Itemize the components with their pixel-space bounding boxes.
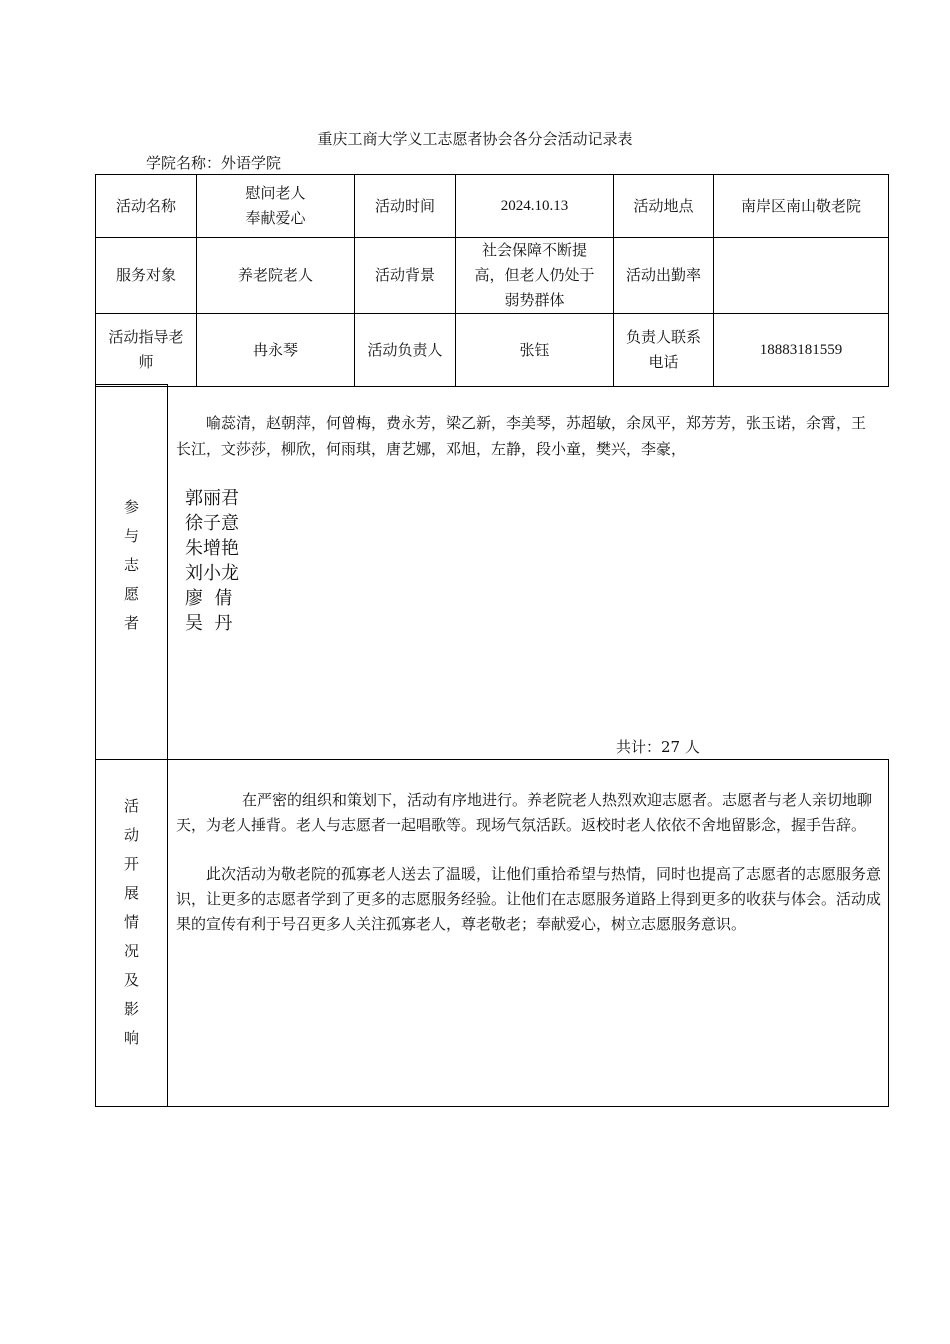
label-char: 活 [123, 797, 139, 815]
participant-name: 刘小龙 [185, 563, 239, 584]
activity-paragraph-1: 在严密的组织和策划下，活动有序地进行。养老院老人热烈欢迎志愿者。志愿者与老人亲切地聊天，为老人捶背。老人与志愿者一起唱歌等。现场气氛活跃。返校时老人依依不舍地留影念，握手告辞。 [176, 791, 873, 834]
participant-name: 廖 倩 [185, 588, 233, 609]
advisor-label: 活动指导老 师 [96, 314, 197, 387]
label-char: 者 [123, 614, 139, 632]
label-char: 动 [123, 826, 139, 844]
participant-name: 吴 丹 [185, 613, 233, 634]
activity-place-label: 活动地点 [614, 175, 714, 238]
attendance-value [714, 238, 889, 314]
contact-phone-value: 18883181559 [714, 314, 889, 387]
participant-total: 共计：27 人 [616, 738, 700, 756]
label-char: 响 [123, 1029, 139, 1047]
college-label: 学院名称： [146, 154, 222, 172]
label-char: 愿 [123, 585, 139, 603]
info-row [96, 175, 889, 238]
activity-name-value: 慰问老人 奉献爱心 [197, 175, 355, 238]
label-char: 与 [123, 527, 139, 545]
leader-value: 张钰 [456, 314, 614, 387]
attendance-label: 活动出勤率 [614, 238, 714, 314]
activity-place-value: 南岸区南山敬老院 [714, 175, 889, 238]
activity-name-label: 活动名称 [96, 175, 197, 238]
extra-participant-list [185, 486, 239, 636]
participant-name: 朱增艳 [185, 538, 239, 559]
label-char: 影 [123, 1000, 139, 1018]
contact-phone-label: 负责人联系 电话 [614, 314, 714, 387]
activity-time-value: 2024.10.13 [456, 175, 614, 238]
participant-name: 郭丽君 [185, 488, 239, 509]
participant-name: 徐子意 [185, 513, 239, 534]
activity-label [95, 795, 168, 1048]
label-char: 展 [123, 884, 139, 902]
label-char: 情 [123, 913, 139, 931]
label-char: 参 [123, 498, 139, 516]
service-target-value: 养老院老人 [197, 238, 355, 314]
info-row [96, 314, 889, 387]
label-char: 志 [123, 556, 139, 574]
service-target-label: 服务对象 [96, 238, 197, 314]
label-char: 况 [123, 942, 139, 960]
activity-background-value: 社会保障不断提 高，但老人仍处于 弱势群体 [456, 238, 614, 314]
label-char: 开 [123, 855, 139, 873]
info-table [95, 174, 889, 387]
form-title: 重庆工商大学义工志愿者协会各分会活动记录表 [317, 130, 633, 148]
college-value: 外语学院 [221, 154, 282, 172]
label-char: 及 [123, 971, 139, 989]
college-line [146, 152, 281, 173]
activity-paragraph-2: 此次活动为敬老院的孤寡老人送去了温暖，让他们重拾希望与热情，同时也提高了志愿者的志愿服务意识，让更多的志愿者学到了更多的志愿服务经验。让他们在志愿服务道路上得到更多的收获与体会。活动成果的宣传有利于号召更多人关注孤寡老人，尊老敬老；奉献爱心，树立志愿服务意识。 [176, 865, 882, 933]
participant-names: 喻蕊清，赵朝萍，何曾梅，费永芳，梁乙新，李美琴，苏超敏，余凤平，郑芳芳，张玉诺，余霄，王长江，文莎莎，柳欣，何雨琪，唐艺娜，邓旭，左静，段小童，樊兴，李豪， [176, 414, 867, 458]
activity-time-label: 活动时间 [355, 175, 456, 238]
activity-background-label: 活动背景 [355, 238, 456, 314]
participants-label [95, 496, 168, 633]
leader-label: 活动负责人 [355, 314, 456, 387]
info-row [96, 238, 889, 314]
advisor-value: 冉永琴 [197, 314, 355, 387]
